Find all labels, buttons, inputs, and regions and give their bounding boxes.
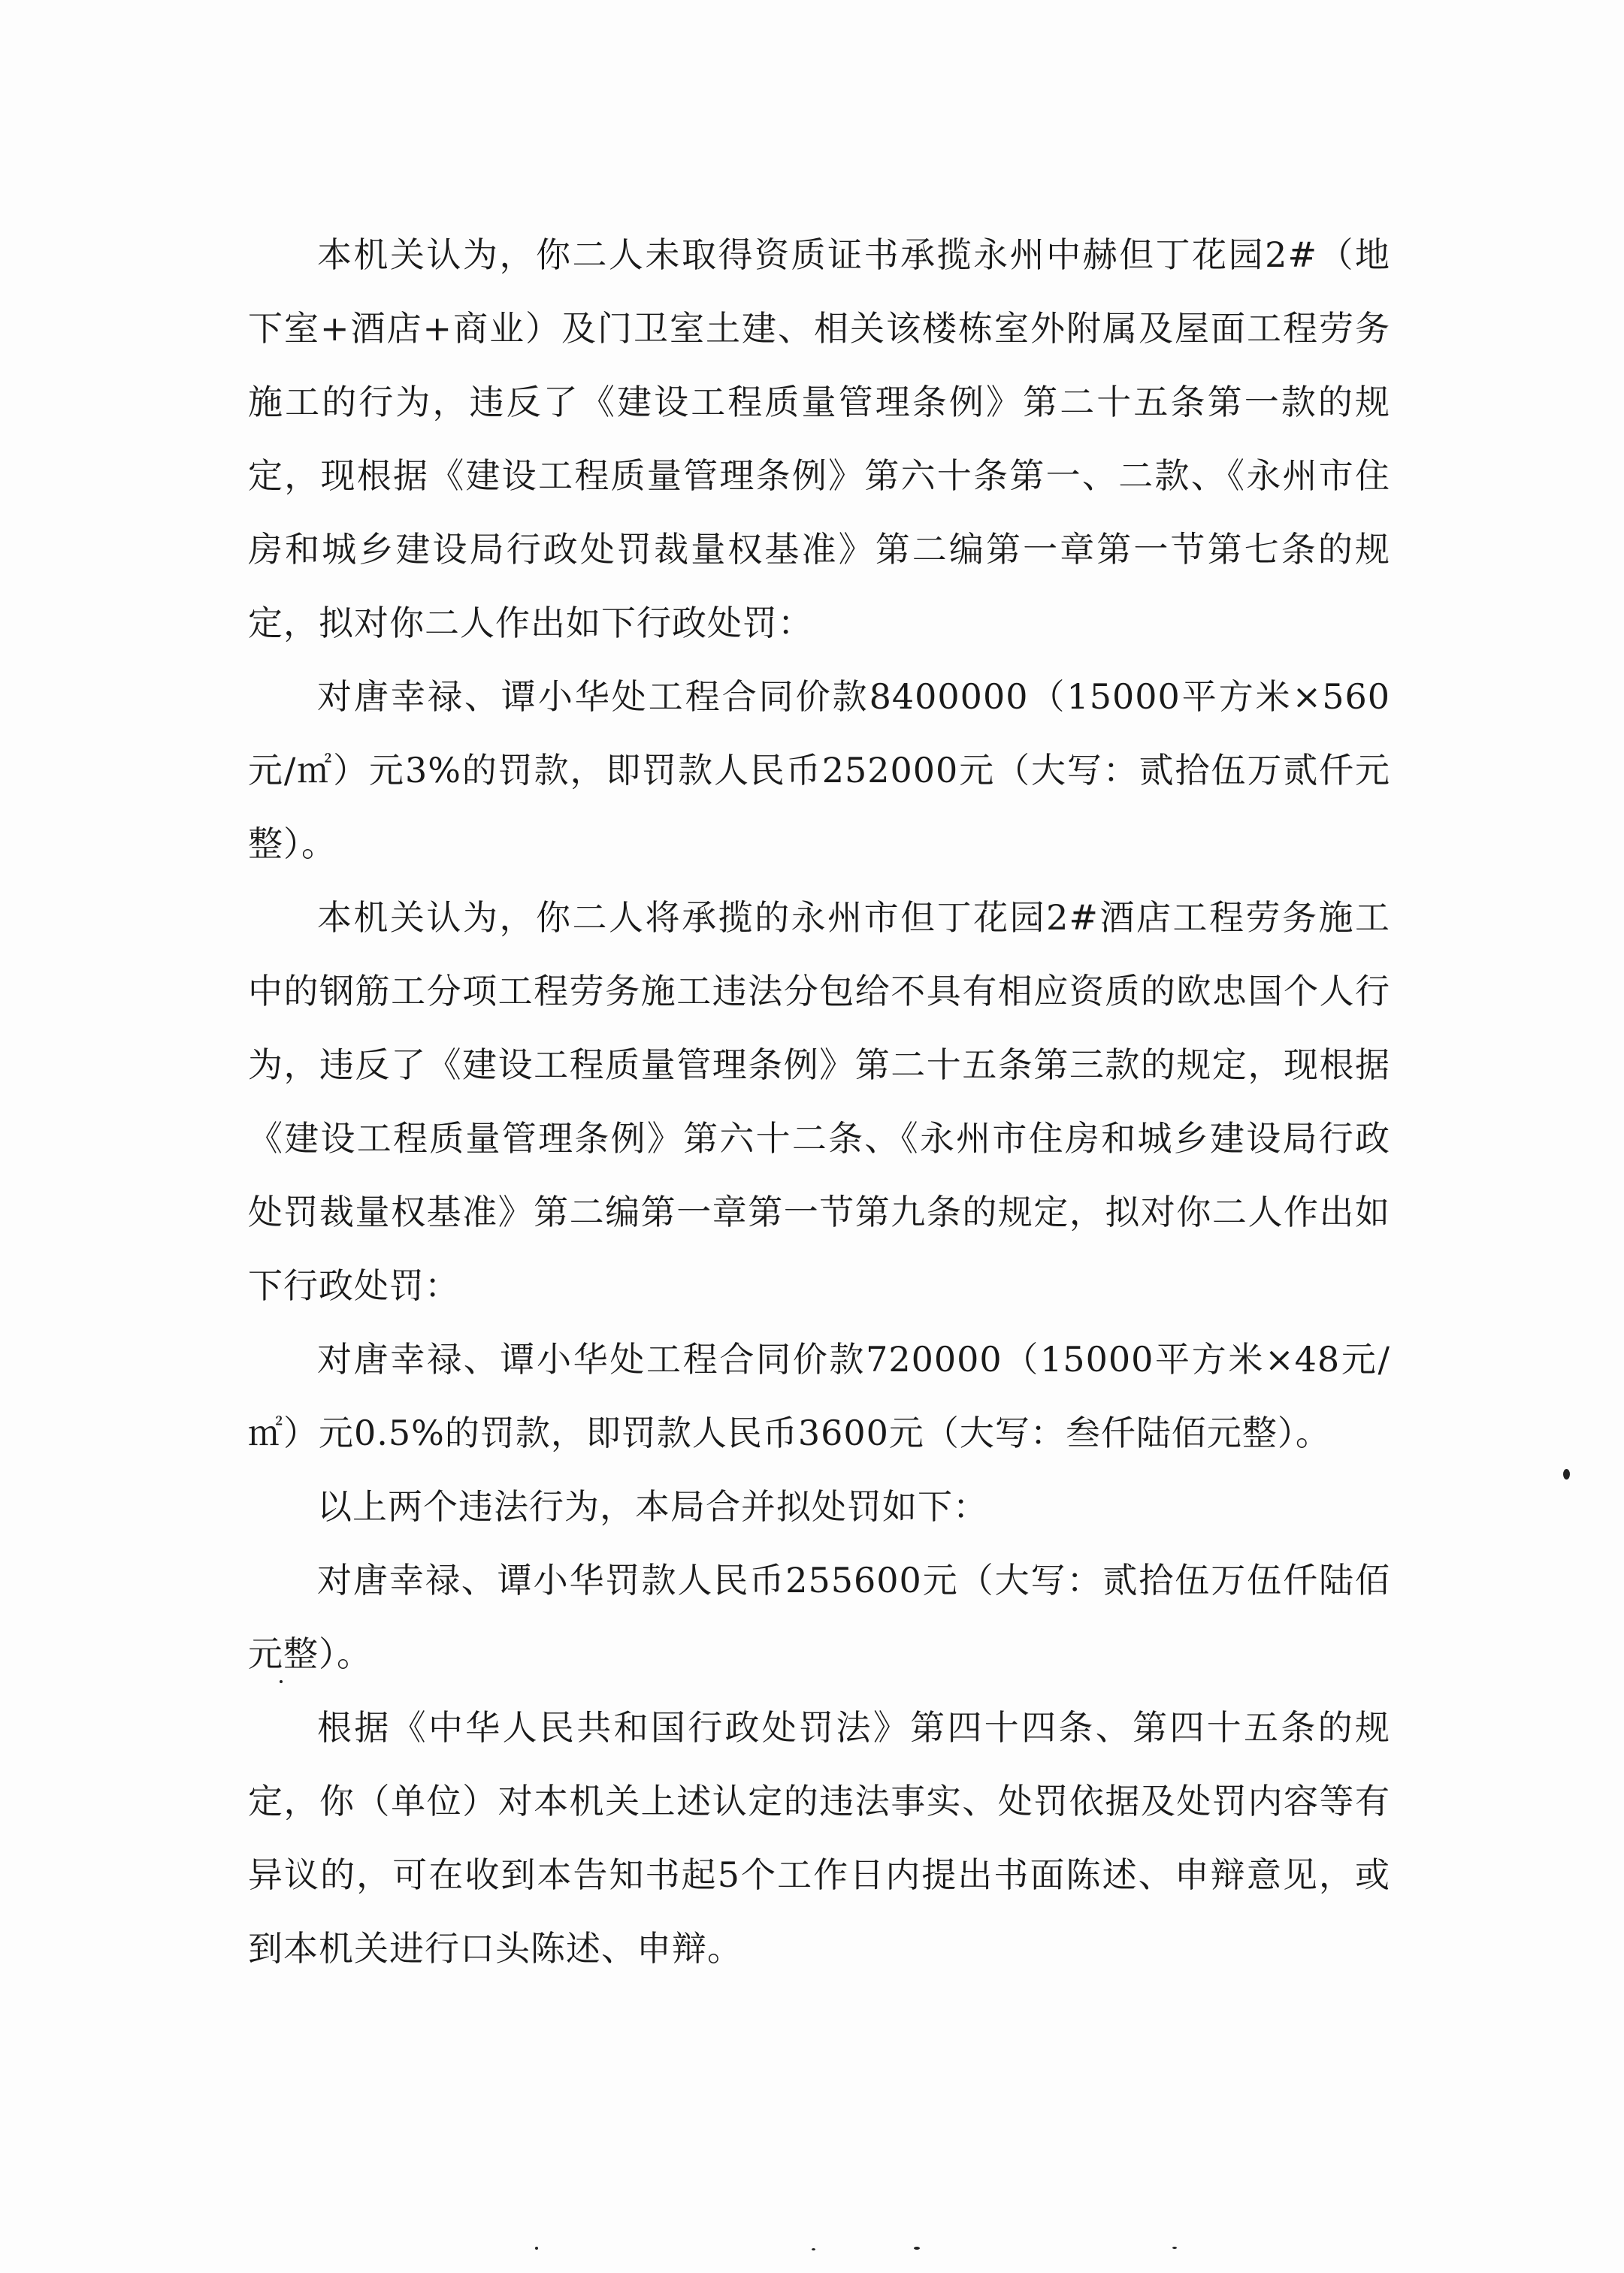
scan-speck	[1172, 2247, 1177, 2249]
scan-speck	[914, 2247, 920, 2250]
scan-speck	[280, 1680, 283, 1683]
scan-speck	[535, 2247, 538, 2250]
document-body	[248, 218, 1390, 1985]
paragraph-penalty-two: 对唐幸禄、谭小华处工程合同价款720000（15000平方米×48元/㎡）元0.5%的罚款，即罚款人民币3600元（大写：叁仟陆佰元整）。	[248, 1339, 1390, 1453]
paragraph-subcontract-violation: 本机关认为，你二人将承揽的永州市但丁花园2#酒店工程劳务施工中的钢筋工分项工程劳务施工违法分包给不具有相应资质的欧忠国个人行为，违反了《建设工程质量管理条例》第二十五条第三款的规定，现根据《建设工程质量管理条例》第六十二条、《永州市住房和城乡建设局行政处罚裁量权基准》第二编第一章第一节第九条的规定，拟对你二人作出如下行政处罚：	[248, 897, 1390, 1306]
paragraph-combined-penalty: 对唐幸禄、谭小华罚款人民币255600元（大写：贰拾伍万伍仟陆佰元整）。	[248, 1560, 1390, 1674]
paragraph-appeal-rights: 根据《中华人民共和国行政处罚法》第四十四条、第四十五条的规定，你（单位）对本机关上述认定的违法事实、处罚依据及处罚内容等有异议的，可在收到本告知书起5个工作日内提出书面陈述、申辩意见，或到本机关进行口头陈述、申辩。	[248, 1707, 1390, 1969]
scan-speck	[812, 2248, 815, 2250]
paragraph-qualification-violation: 本机关认为，你二人未取得资质证书承揽永州中赫但丁花园2#（地下室+酒店+商业）及门卫室土建、相关该楼栋室外附属及屋面工程劳务施工的行为，违反了《建设工程质量管理条例》第二十五条第一款的规定，现根据《建设工程质量管理条例》第六十条第一、二款、《永州市住房和城乡建设局行政处罚裁量权基准》第二编第一章第一节第七条的规定，拟对你二人作出如下行政处罚：	[248, 234, 1390, 643]
paragraph-penalty-one: 对唐幸禄、谭小华处工程合同价款8400000（15000平方米×560元/㎡）元3%的罚款，即罚款人民币252000元（大写：贰拾伍万贰仟元整）。	[248, 676, 1390, 864]
paragraph-combined-intro: 以上两个违法行为，本局合并拟处罚如下：	[317, 1486, 988, 1527]
scan-speck	[1563, 1469, 1570, 1480]
